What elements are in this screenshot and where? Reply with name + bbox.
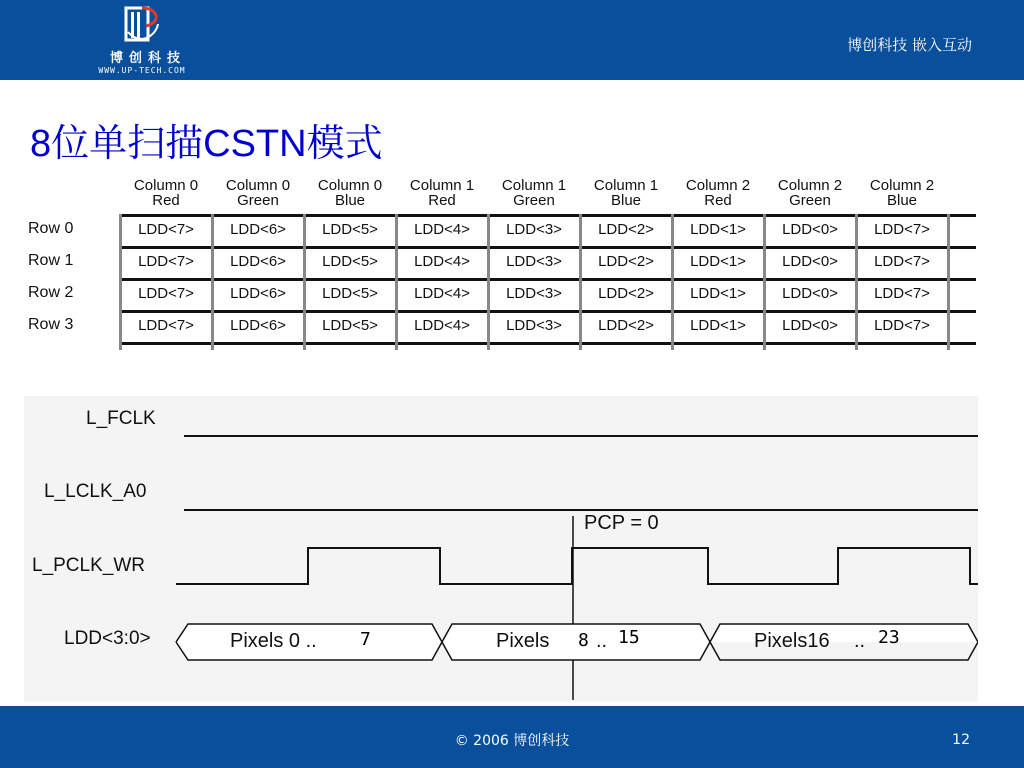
row-label: Row 0	[28, 220, 74, 237]
column-header	[580, 178, 672, 208]
table-cell: LDD<6>	[230, 285, 286, 302]
table-cell: LDD<6>	[230, 253, 286, 270]
company-logo	[84, 2, 204, 78]
table-cell: LDD<5>	[322, 317, 378, 334]
signal-label-ldd: LDD<3:0>	[64, 628, 151, 649]
segment-1-dots: ..	[596, 630, 608, 652]
table-cell: LDD<7>	[138, 285, 194, 302]
table-cell: LDD<0>	[782, 285, 838, 302]
table-rule	[120, 342, 976, 345]
table-cell: LDD<7>	[874, 317, 930, 334]
table-cell: LDD<6>	[230, 317, 286, 334]
table-rule	[120, 214, 976, 217]
table-cell: LDD<0>	[782, 317, 838, 334]
column-header-line2: Green	[237, 192, 279, 209]
table-cell: LDD<7>	[138, 253, 194, 270]
column-header	[212, 178, 304, 208]
table-cell: LDD<6>	[230, 221, 286, 238]
column-header-line1: Column 2	[685, 177, 751, 194]
pixel-mapping-table	[0, 178, 1024, 358]
slide-title: 8位单扫描CSTN模式	[30, 123, 383, 165]
timing-diagram	[24, 396, 978, 702]
column-header-line2: Green	[789, 192, 831, 209]
segment-1-label: Pixels	[496, 630, 550, 652]
column-header-line1: Column 2	[869, 177, 935, 194]
column-header-line2: Blue	[886, 192, 918, 209]
column-header-line1: Column 0	[133, 177, 199, 194]
column-header	[120, 178, 212, 208]
table-cell: LDD<0>	[782, 253, 838, 270]
table-cell: LDD<1>	[690, 253, 746, 270]
table-cell: LDD<4>	[414, 221, 470, 238]
column-header-line1: Column 0	[225, 177, 291, 194]
logo-url: WWW.UP-TECH.COM	[98, 66, 186, 75]
signal-label-pclk: L_PCLK_WR	[32, 555, 145, 576]
column-header	[488, 178, 580, 208]
header-tagline: 博创科技 嵌入互动	[847, 36, 972, 54]
table-cell: LDD<5>	[322, 285, 378, 302]
table-cell: LDD<7>	[874, 221, 930, 238]
row-label: Row 1	[28, 252, 74, 269]
table-cell: LDD<4>	[414, 253, 470, 270]
table-cell: LDD<3>	[506, 253, 562, 270]
footer-bar	[0, 706, 1024, 768]
column-header-line2: Blue	[610, 192, 642, 209]
table-cell: LDD<7>	[874, 253, 930, 270]
column-header-line2: Green	[513, 192, 555, 209]
table-cell: LDD<2>	[598, 317, 654, 334]
pclk-waveform	[176, 548, 978, 584]
row-label: Row 2	[28, 284, 74, 301]
table-cell: LDD<7>	[874, 285, 930, 302]
table-cell: LDD<3>	[506, 285, 562, 302]
table-cell: LDD<7>	[138, 317, 194, 334]
column-header	[672, 178, 764, 208]
header-bar	[0, 0, 1024, 80]
table-cell: LDD<3>	[506, 317, 562, 334]
column-header	[764, 178, 856, 208]
table-cell: LDD<1>	[690, 285, 746, 302]
column-header	[396, 178, 488, 208]
segment-1-num: 15	[618, 627, 640, 648]
table-cell: LDD<4>	[414, 317, 470, 334]
signal-label-lclk: L_LCLK_A0	[44, 481, 147, 502]
pcp-label: PCP = 0	[584, 512, 659, 534]
table-cell: LDD<2>	[598, 285, 654, 302]
column-header-line2: Red	[704, 192, 732, 209]
table-cell: LDD<2>	[598, 253, 654, 270]
table-rule	[120, 246, 976, 249]
table-cell: LDD<3>	[506, 221, 562, 238]
column-header-line1: Column 2	[777, 177, 843, 194]
table-rule	[120, 310, 976, 313]
table-cell: LDD<4>	[414, 285, 470, 302]
table-cell: LDD<1>	[690, 317, 746, 334]
copyright-text: © 2006 博创科技	[454, 733, 570, 749]
column-header-line2: Red	[428, 192, 456, 209]
signal-label-fclk: L_FCLK	[86, 408, 156, 429]
table-cell: LDD<1>	[690, 221, 746, 238]
segment-1-num-pre: 8	[578, 630, 589, 651]
logo-text-cn: 博创科技	[109, 51, 186, 66]
table-cell: LDD<5>	[322, 253, 378, 270]
page-number: 12	[952, 732, 970, 748]
segment-2-label: Pixels16	[754, 630, 830, 652]
column-header-line2: Red	[152, 192, 180, 209]
table-cell: LDD<0>	[782, 221, 838, 238]
segment-0-num: 7	[360, 629, 371, 650]
segment-2-num: 23	[878, 627, 900, 648]
timing-waveforms	[24, 396, 978, 702]
table-rule	[120, 278, 976, 281]
column-header-line1: Column 1	[501, 177, 567, 194]
table-cell: LDD<2>	[598, 221, 654, 238]
table-cell: LDD<7>	[138, 221, 194, 238]
logo-emblem-icon	[122, 2, 162, 46]
column-header	[304, 178, 396, 208]
column-header	[856, 178, 948, 208]
segment-0-label: Pixels 0 ..	[230, 630, 317, 652]
column-header-line1: Column 1	[409, 177, 475, 194]
segment-2-dots: ..	[854, 630, 866, 652]
table-cell: LDD<5>	[322, 221, 378, 238]
column-header-line2: Blue	[334, 192, 366, 209]
column-header-line1: Column 1	[593, 177, 659, 194]
column-header-line1: Column 0	[317, 177, 383, 194]
row-label: Row 3	[28, 316, 74, 333]
